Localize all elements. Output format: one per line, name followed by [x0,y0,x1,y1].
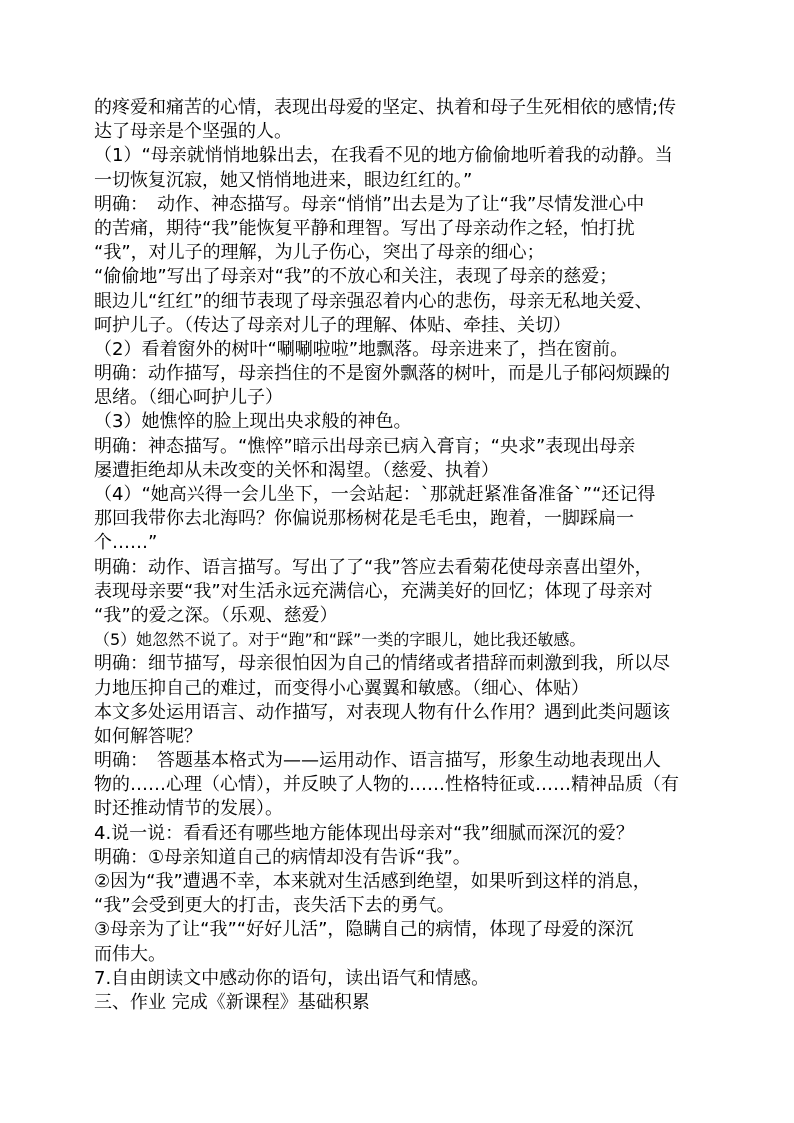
text-line: （2）看着窗外的树叶“唰唰啦啦”地飘落。母亲进来了，挡在窗前。 [94,338,629,360]
text-line: 明确： 动作、神态描写。母亲“悄悄”出去是为了让“我”尽情发泄心中 [94,193,645,215]
text-line: 呵护儿子。（传达了母亲对儿子的理解、体贴、牵挂、关切） [94,314,571,336]
text-line: 三、作业 完成《新课程》基础积累 [94,991,370,1013]
text-line: 一切恢复沉寂，她又悄悄地进来，眼边红红的。” [94,169,473,191]
text-line: ③母亲为了让“我”“好好儿活”，隐瞒自己的病情，体现了母爱的深沉 [94,919,634,941]
text-line: “我”会受到更大的打击，丧失活下去的勇气。 [94,895,455,917]
text-line: 达了母亲是个坚强的人。 [94,121,292,143]
text-line: 的苦痛，期待“我”能恢复平静和理智。写出了母亲动作之轻，怕打扰 [94,217,635,239]
text-line: 屡遭拒绝却从未改变的关怀和渴望。（慈爱、执着） [94,459,499,481]
text-line: 的疼爱和痛苦的心情，表现出母爱的坚定、执着和母子生死相依的感情;传 [94,97,677,118]
text-line: 物的……心理（心情），并反映了人物的……性格特征或……精神品质（有 [94,774,679,796]
text-line: 明确：动作描写，母亲挡住的不是窗外飘落的树叶，而是儿子郁闷烦躁的 [94,363,670,385]
text-line: “偷偷地”写出了母亲对“我”的不放心和关注，表现了母亲的慈爱； [94,266,618,288]
text-line: （1）“母亲就悄悄地躲出去，在我看不见的地方偷偷地听着我的动静。当 [94,145,673,167]
text-line: 明确：神态描写。“憔悴”暗示出母亲已病入膏肓；“央求”表现出母亲 [94,435,636,457]
text-line: 本文多处运用语言、动作描写，对表现人物有什么作用？遇到此类问题该 [94,701,670,723]
text-line: 明确：①母亲知道自己的病情却没有告诉“我”。 [94,846,471,868]
text-line: 个……” [94,532,158,554]
text-line: （3）她憔悴的脸上现出央求般的神色。 [94,411,412,433]
text-line: 如何解答呢？ [94,725,202,747]
document-body [94,96,704,1015]
text-line: “我”的爱之深。（乐观、慈爱） [94,604,338,626]
text-line: 明确： 答题基本格式为——运用动作、语言描写，形象生动地表现出人 [94,750,661,772]
text-line: 那回我带你去北海吗？你偏说那杨树花是毛毛虫，跑着，一脚踩扁一 [94,508,634,530]
text-line: 力地压抑自己的难过，而变得小心翼翼和敏感。（细心、体贴） [94,677,589,699]
text-line: 明确：细节描写，母亲很怕因为自己的情绪或者措辞而刺激到我，所以尽 [94,653,670,675]
text-line: 表现母亲要“我”对生活永远充满信心，充满美好的回忆；体现了母亲对 [94,580,653,602]
text-line: 眼边儿“红红”的细节表现了母亲强忍着内心的悲伤，母亲无私地关爱、 [94,290,653,312]
text-line: 时还推动情节的发展）。 [94,798,283,820]
text-line: （5）她忽然不说了。对于“跑”和“踩”一类的字眼儿，她比我还敏感。 [94,630,586,650]
text-line: 4.说一说：看看还有哪些地方能体现出母亲对“我”细腻而深沉的爱？ [94,822,634,844]
text-line: 7.自由朗读文中感动你的语句，读出语气和情感。 [94,967,490,989]
text-line: 明确：动作、语言描写。写出了了“我”答应去看菊花使母亲喜出望外， [94,556,653,578]
text-line: 而伟大。 [94,943,166,965]
text-line: ②因为“我”遭遇不幸，本来就对生活感到绝望，如果听到这样的消息， [94,871,651,892]
text-line: 思绪。（细心呵护儿子） [94,387,283,409]
text-line: （4）“她高兴得一会儿坐下，一会站起：`那就赶紧准备准备`”“还记得 [94,484,656,505]
text-line: “我”，对儿子的理解，为儿子伤心，突出了母亲的细心； [94,242,545,264]
